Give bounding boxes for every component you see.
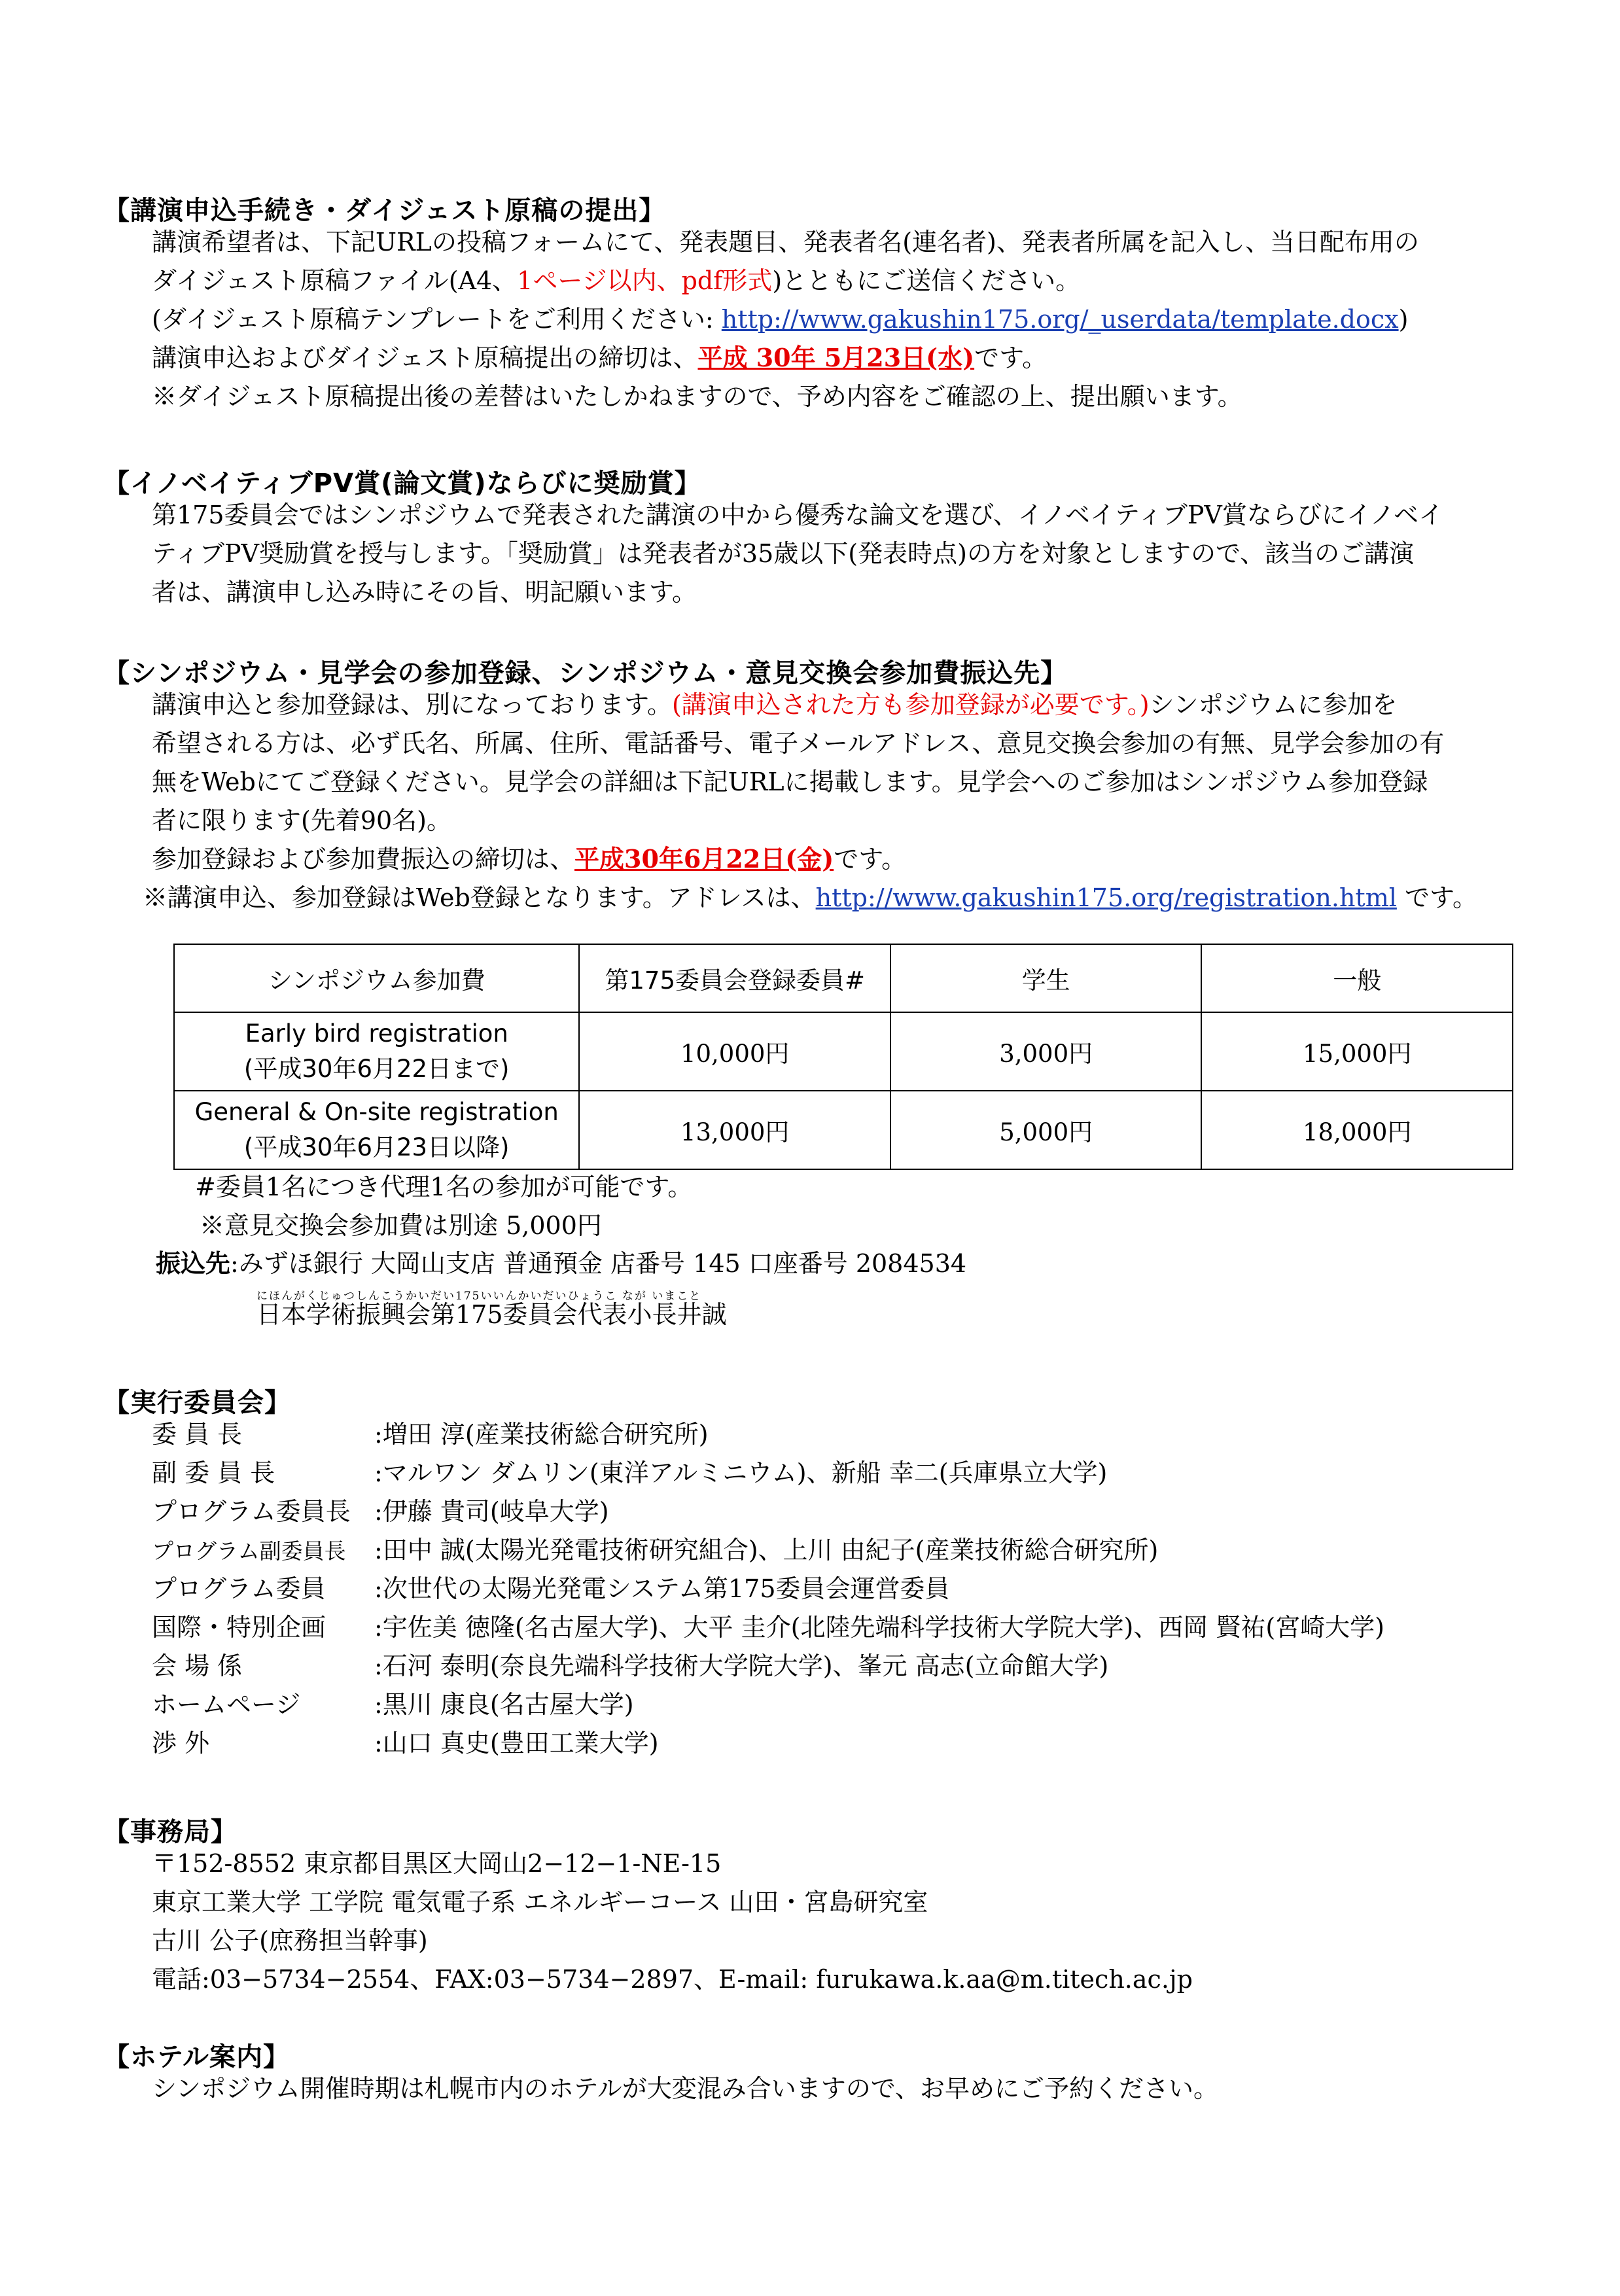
table-row: [174, 1012, 1513, 1091]
registration-line-2: 希望される方は、必ず氏名、所属、住所、電話番号、電子メールアドレス、意見交換会参加の有無、見学会参加の有: [152, 729, 1445, 758]
proxy-note: #委員1名につき代理1名の参加が可能です。: [195, 1173, 693, 1201]
registration-required-note: (講演申込された方も参加登録が必要です。): [671, 690, 1150, 719]
committee-member: プログラム副委員長 :田中 誠(太陽光発電技術研究組合)、上川 由紀子(産業技術総合研究所): [152, 1536, 1159, 1564]
office-phone-email: 電話:03−5734−2554、FAX:03−5734−2897、E-mail: furukawa.k.aa@m.titech.ac.jp: [152, 1965, 1193, 1994]
general-fee: 15,000円: [1201, 1012, 1513, 1091]
section-title-award: 【イノベイティブPV賞(論文賞)ならびに奨励賞】: [103, 468, 701, 499]
committee-member: 渉 外 :山口 真史(豊田工業大学): [152, 1729, 659, 1757]
transfer-label: 振込先: [156, 1249, 231, 1278]
submission-line-3: (ダイジェスト原稿テンプレートをご利用ください: http://www.gakushin175.org/_userdata/template.docx): [152, 305, 1409, 334]
account-name-ruby: にほんがくじゅつしんこうかいだい175いいんかいだいひょうこ なが いまこと: [256, 1290, 702, 1303]
header-member: 第175委員会登録委員#: [579, 944, 890, 1012]
section-title-submission: 【講演申込手続き・ダイジェスト原稿の提出】: [103, 196, 666, 226]
registration-line-4: 者に限ります(先着90名)。: [152, 806, 452, 835]
submission-line-4: 講演申込およびダイジェスト原稿提出の締切は、平成 30年 5月23日(水)です。: [152, 343, 1048, 372]
committee-member: プログラム委員長 :伊藤 貴司(岐阜大学): [152, 1497, 609, 1526]
submission-line-2: ダイジェスト原稿ファイル(A4、1ページ以内、pdf形式)とともにご送信ください。: [152, 266, 1081, 295]
page-limit-note: 1ページ以内、pdf形式: [517, 266, 773, 295]
student-fee: 3,000円: [890, 1012, 1201, 1091]
hotel-note: シンポジウム開催時期は札幌市内のホテルが大変混み合いますので、お早めにご予約ください。: [152, 2074, 1219, 2103]
submission-line-1: 講演希望者は、下記URLの投稿フォームにて、発表題目、発表者名(連名者)、発表者所属を記入し、当日配布用の: [152, 228, 1419, 256]
submission-deadline: 平成 30年 5月23日(水): [697, 343, 975, 372]
office-lab: 東京工業大学 工学院 電気電子系 エネルギーコース 山田・宮島研究室: [152, 1888, 928, 1916]
exchange-fee-note: ※意見交換会参加費は別途 5,000円: [200, 1211, 602, 1240]
committee-member: 委 員 長 :増田 淳(産業技術総合研究所): [152, 1420, 709, 1449]
row-label: Early bird registration (平成30年6月22日まで): [174, 1012, 579, 1091]
section-title-registration: 【シンポジウム・見学会の参加登録、シンポジウム・意見交換会参加費振込先】: [103, 658, 1068, 688]
student-fee: 5,000円: [890, 1091, 1201, 1169]
member-fee: 13,000円: [579, 1091, 890, 1169]
award-line-2: ティブPV奨励賞を授与します。「奨励賞」は発表者が35歳以下(発表時点)の方を対象としますので、該当のご講演: [152, 539, 1415, 568]
registration-link[interactable]: http://www.gakushin175.org/registration.html: [815, 883, 1397, 912]
fee-table-header: [174, 944, 1513, 1012]
submission-line-5: ※ダイジェスト原稿提出後の差替はいたしかねますので、予め内容をご確認の上、提出願います。: [152, 382, 1242, 411]
header-student: 学生: [890, 944, 1201, 1012]
registration-line-6: ※講演申込、参加登録はWeb登録となります。アドレスは、http://www.gakushin175.org/registration.html です。: [143, 883, 1477, 912]
registration-line-3: 無をWebにてご登録ください。見学会の詳細は下記URLに掲載します。見学会へのご参加はシンポジウム参加登録: [152, 768, 1428, 796]
header-fee: シンポジウム参加費: [174, 944, 579, 1012]
general-fee: 18,000円: [1201, 1091, 1513, 1169]
committee-member: 国際・特別企画 :宇佐美 徳隆(名古屋大学)、大平 圭介(北陸先端科学技術大学院大学)、西岡 賢祐(宮崎大学): [152, 1613, 1384, 1642]
fee-table: [173, 944, 1513, 1170]
registration-deadline: 平成30年6月22日(金): [574, 844, 834, 874]
committee-member: プログラム委員 :次世代の太陽光発電システム第175委員会運営委員: [152, 1574, 950, 1603]
transfer-info: 振込先:みずほ銀行 大岡山支店 普通預金 店番号 145 口座番号 2084534: [156, 1249, 967, 1278]
committee-member: ホームページ :黒川 康良(名古屋大学): [152, 1690, 634, 1719]
committee-member: 会 場 係 :石河 泰明(奈良先端科学技術大学院大学)、峯元 高志(立命館大学): [152, 1651, 1109, 1680]
row-label: General & On-site registration (平成30年6月23日以降): [174, 1091, 579, 1169]
office-contact-person: 古川 公子(庶務担当幹事): [152, 1926, 428, 1955]
award-line-1: 第175委員会ではシンポジウムで発表された講演の中から優秀な論文を選び、イノベイティブPV賞ならびにイノベイ: [152, 501, 1444, 529]
member-fee: 10,000円: [579, 1012, 890, 1091]
committee-member: 副 委 員 長 :マルワン ダムリン(東洋アルミニウム)、新船 幸二(兵庫県立大学): [152, 1458, 1108, 1487]
account-name: 日本学術振興会第175委員会代表小長井誠: [256, 1300, 727, 1329]
office-address: 〒152-8552 東京都目黒区大岡山2−12−1-NE-15: [152, 1849, 722, 1878]
section-title-office: 【事務局】: [103, 1817, 238, 1847]
section-title-hotel: 【ホテル案内】: [103, 2042, 290, 2072]
registration-line-5: 参加登録および参加費振込の締切は、平成30年6月22日(金)です。: [152, 844, 907, 874]
registration-line-1: 講演申込と参加登録は、別になっております。(講演申込された方も参加登録が必要です。)シンポジウムに参加を: [152, 690, 1398, 719]
header-general: 一般: [1201, 944, 1513, 1012]
table-row: [174, 1091, 1513, 1169]
template-link[interactable]: http://www.gakushin175.org/_userdata/template.docx: [721, 305, 1399, 334]
award-line-3: 者は、講演申し込み時にその旨、明記願います。: [152, 578, 697, 607]
section-title-committee: 【実行委員会】: [103, 1388, 291, 1418]
